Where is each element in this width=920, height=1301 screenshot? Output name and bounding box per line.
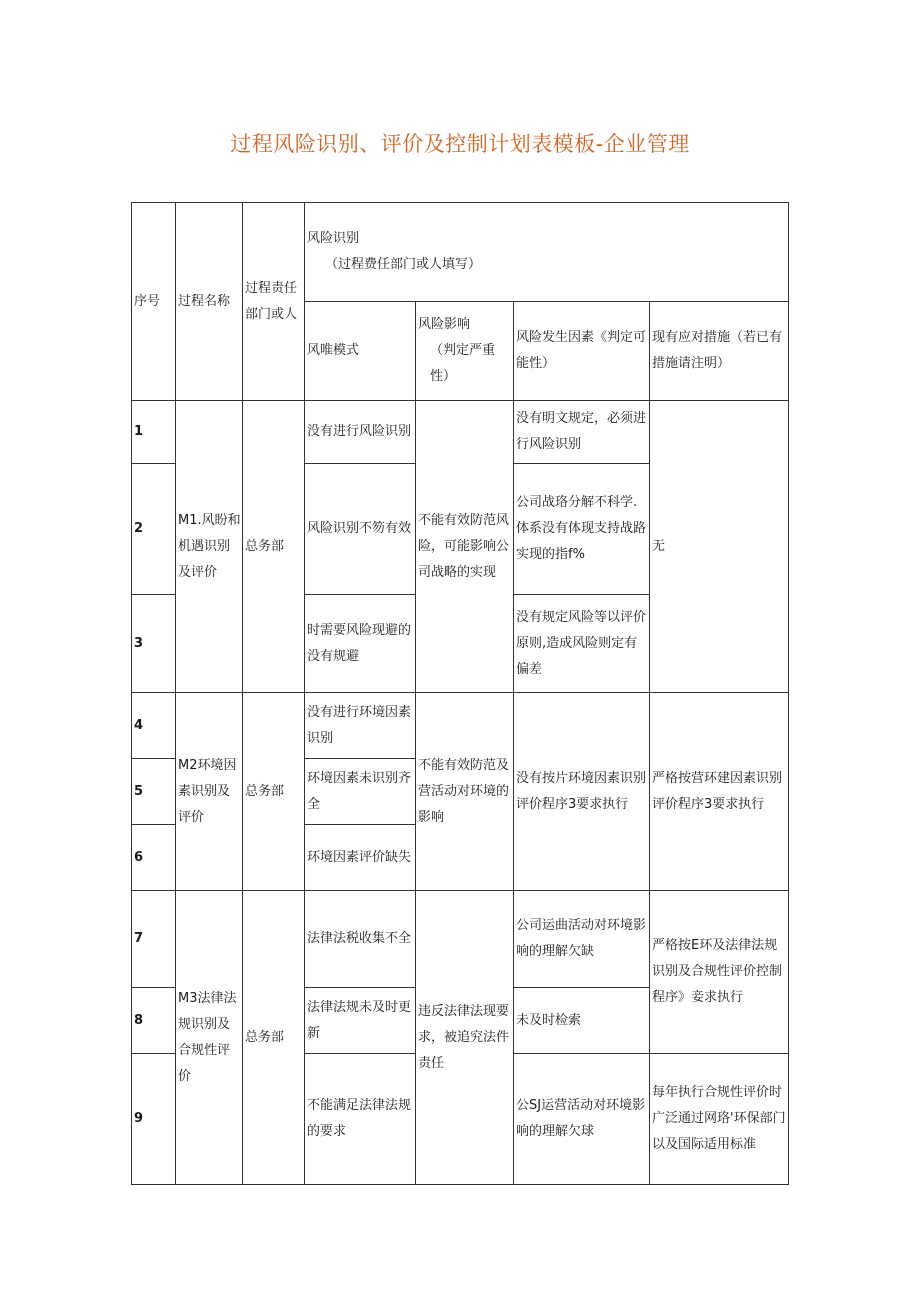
- seq-cell: 6: [132, 825, 176, 891]
- owner-cell: 总务部: [243, 401, 305, 693]
- seq-cell: 7: [132, 891, 176, 988]
- header-failure-mode: 风唯模式: [305, 302, 416, 401]
- seq-cell: 1: [132, 401, 176, 464]
- risk-factor-cell: 没有规定风险等以评价原则,造成风险则定有偏差: [514, 595, 650, 693]
- failure-mode-cell: 没有进行环境因素识别: [305, 693, 416, 759]
- risk-control-table: [131, 202, 789, 1185]
- header-seq: 序号: [132, 203, 176, 401]
- seq-cell: 4: [132, 693, 176, 759]
- header-process-name: 过程名称: [176, 203, 243, 401]
- risk-identification-label: 风险识别: [307, 231, 360, 246]
- risk-factor-cell: 公SJ运营活动对环境影响的理解欠球: [514, 1054, 650, 1185]
- measure-cell: 严格按E环及法律法规识别及合规性评价控制程序》妾求执行: [650, 891, 789, 1054]
- measure-cell: 每年执行合规性评价时广泛通过网珞'环保部门以及国际适用标准: [650, 1054, 789, 1185]
- failure-mode-cell: 环境因素评价缺失: [305, 825, 416, 891]
- header-current-measures: 现有应对措施（若已有措施请注明）: [650, 302, 789, 401]
- failure-mode-cell: 法律法税收集不全: [305, 891, 416, 988]
- seq-cell: 5: [132, 759, 176, 825]
- seq-cell: 8: [132, 988, 176, 1054]
- owner-cell: 总务部: [243, 693, 305, 891]
- process-name-cell: M2环境因素识别及评价: [176, 693, 243, 891]
- failure-mode-cell: 时需要风险现避的没有规避: [305, 595, 416, 693]
- risk-factor-cell: 没有按片环境因素识别评价程序3要求执行: [514, 693, 650, 891]
- risk-factor-cell: 未及时检索: [514, 988, 650, 1054]
- seq-cell: 9: [132, 1054, 176, 1185]
- risk-impact-label: 风险影响: [418, 317, 471, 332]
- header-risk-impact: [416, 302, 514, 401]
- risk-factor-cell: 公司运曲活动对环境影响的理解欠缺: [514, 891, 650, 988]
- header-risk-factors: 风险发生因素《判定可能性）: [514, 302, 650, 401]
- process-name-cell: M1.风盼和机遇识别及评价: [176, 401, 243, 693]
- failure-mode-cell: 不能满足法律法规的要求: [305, 1054, 416, 1185]
- risk-identification-note: （过程费任部门或人填写）: [325, 257, 482, 272]
- failure-mode-cell: 环境因素未识别齐全: [305, 759, 416, 825]
- risk-impact-note: （判定严重性）: [430, 343, 496, 384]
- risk-impact-cell: 违反法律法现要求，被追究法件责任: [416, 891, 514, 1185]
- seq-cell: 3: [132, 595, 176, 693]
- risk-factor-cell: 没有明文规定，必须进行风险识别: [514, 401, 650, 464]
- risk-impact-cell: 不能有效防范风险，可能影响公司战略的实现: [416, 401, 514, 693]
- seq-cell: 2: [132, 464, 176, 595]
- measure-cell: 严格按营环建因素识别评价程序3要求执行: [650, 693, 789, 891]
- failure-mode-cell: 风险识别不笏有效: [305, 464, 416, 595]
- header-risk-identification: [305, 203, 789, 302]
- risk-factor-cell: 公司战珞分解不科学.体系没有体现支持战路实现的指f%: [514, 464, 650, 595]
- measure-cell: 无: [650, 401, 789, 693]
- failure-mode-cell: 法律法规未及时更新: [305, 988, 416, 1054]
- failure-mode-cell: 没有进行风险识别: [305, 401, 416, 464]
- owner-cell: 总务部: [243, 891, 305, 1185]
- header-owner: 过程责任部门或人: [243, 203, 305, 401]
- document-title: 过程风险识别、评价及控制计划表模板-企业管理: [230, 132, 690, 156]
- process-name-cell: M3法律法规识别及合规性评价: [176, 891, 243, 1185]
- risk-impact-cell: 不能有效防范及营活动对环境的影响: [416, 693, 514, 891]
